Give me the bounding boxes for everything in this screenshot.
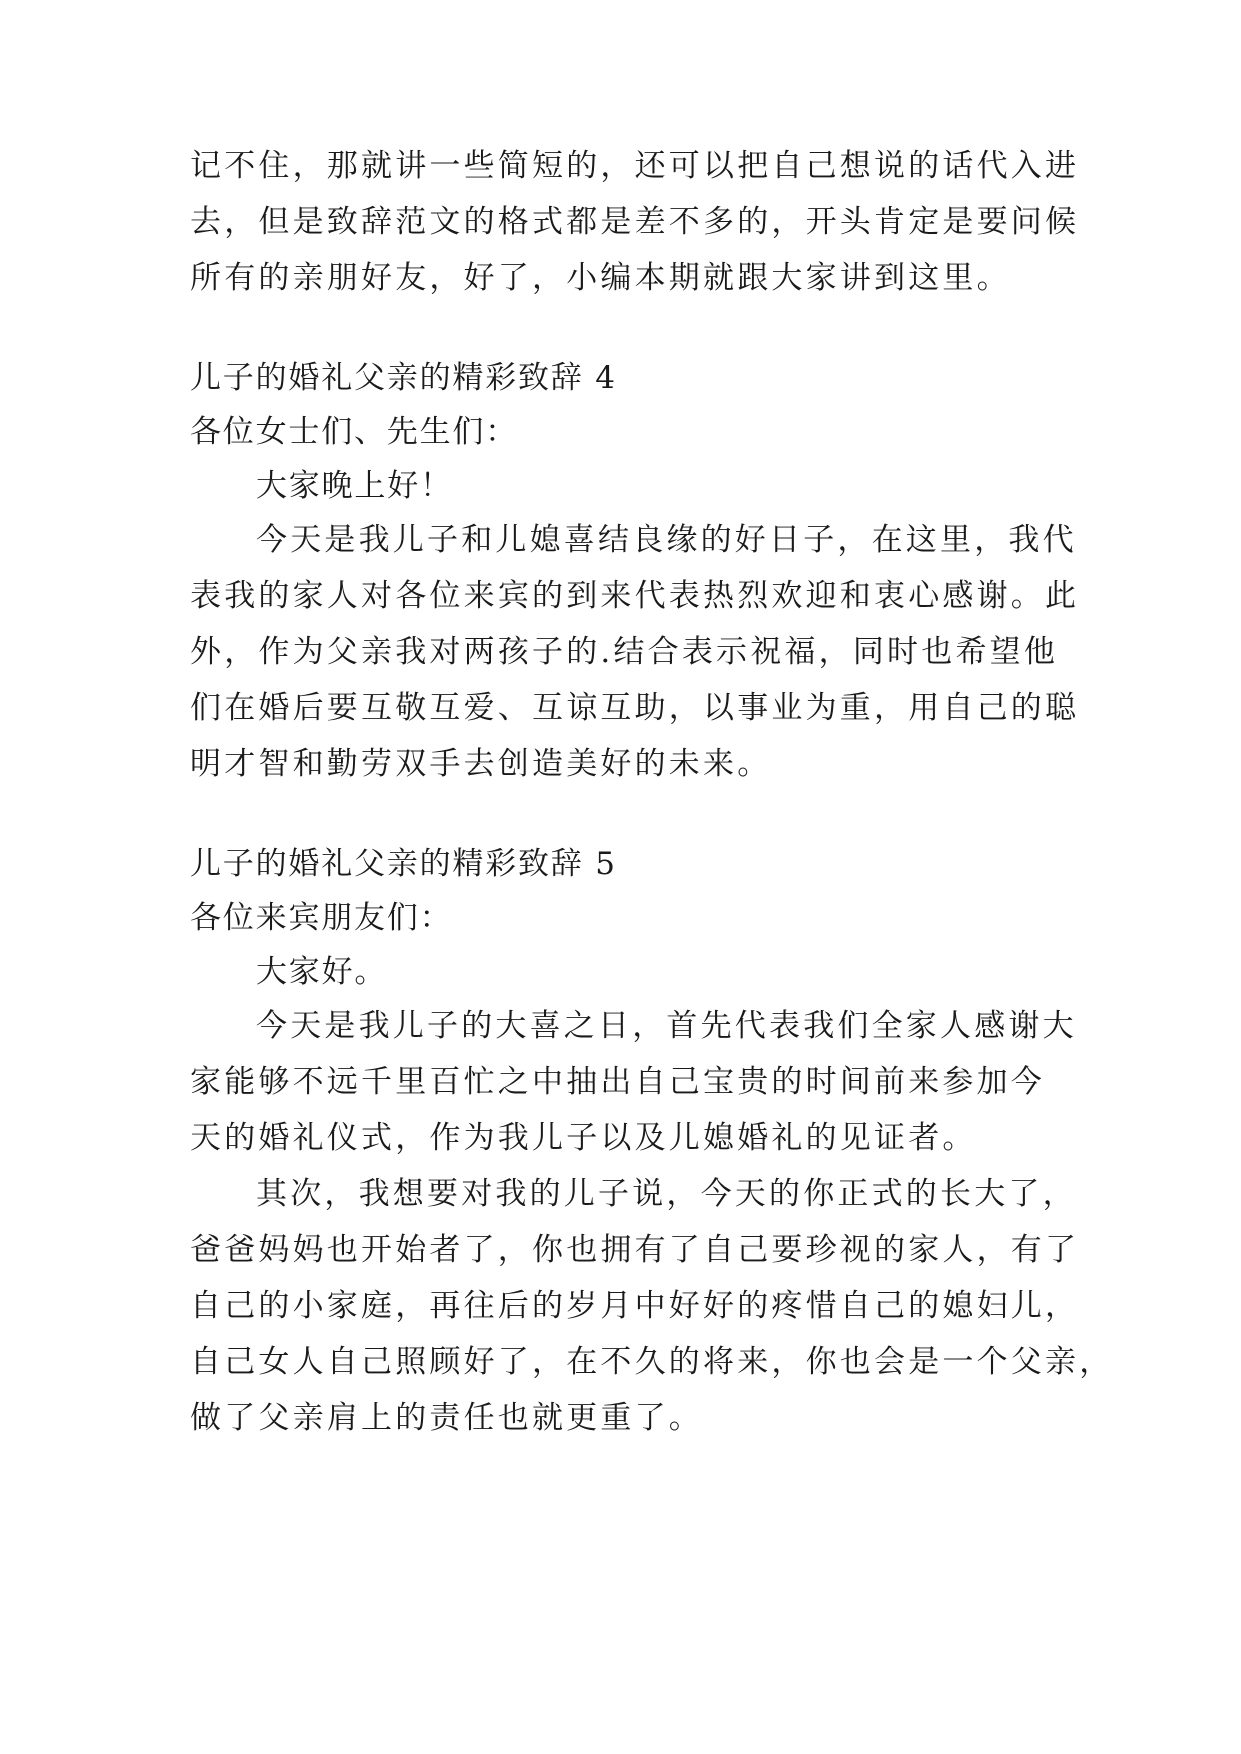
body-line: 外，作为父亲我对两孩子的.结合表示祝福，同时也希望他 [190,634,1059,670]
salutation: 各位女士们、先生们： [190,414,518,450]
body-line: 家能够不远千里百忙之中抽出自己宝贵的时间前来参加今 [190,1064,1045,1100]
body-line: 自己女人自己照顾好了，在不久的将来，你也会是一个父亲， [190,1344,1114,1380]
section-title: 儿子的婚礼父亲的精彩致辞 4 [190,360,617,396]
intro-line: 记不住，那就讲一些简短的，还可以把自己想说的话代入进 [190,148,1080,184]
body-line: 做了父亲肩上的责任也就更重了。 [190,1400,703,1436]
body-line: 明才智和勤劳双手去创造美好的未来。 [190,746,772,782]
salutation: 各位来宾朋友们： [190,900,453,936]
greeting: 大家好。 [256,954,388,990]
intro-line: 去，但是致辞范文的格式都是差不多的，开头肯定是要问候 [190,204,1080,240]
body-line: 自己的小家庭，再往后的岁月中好好的疼惜自己的媳妇儿， [190,1288,1080,1324]
body-line: 今天是我儿子和儿媳喜结良缘的好日子，在这里，我代 [256,522,1077,558]
body-line: 天的婚礼仪式，作为我儿子以及儿媳婚礼的见证者。 [190,1120,977,1156]
body-line: 其次，我想要对我的儿子说，今天的你正式的长大了， [256,1176,1077,1212]
greeting: 大家晚上好！ [256,468,453,504]
body-line: 爸爸妈妈也开始者了，你也拥有了自己要珍视的家人，有了 [190,1232,1080,1268]
body-line: 表我的家人对各位来宾的到来代表热烈欢迎和衷心感谢。此 [190,578,1080,614]
body-line: 们在婚后要互敬互爱、互谅互助，以事业为重，用自己的聪 [190,690,1080,726]
section-title: 儿子的婚礼父亲的精彩致辞 5 [190,846,617,882]
body-line: 今天是我儿子的大喜之日，首先代表我们全家人感谢大 [256,1008,1077,1044]
intro-line: 所有的亲朋好友，好了，小编本期就跟大家讲到这里。 [190,260,1011,296]
